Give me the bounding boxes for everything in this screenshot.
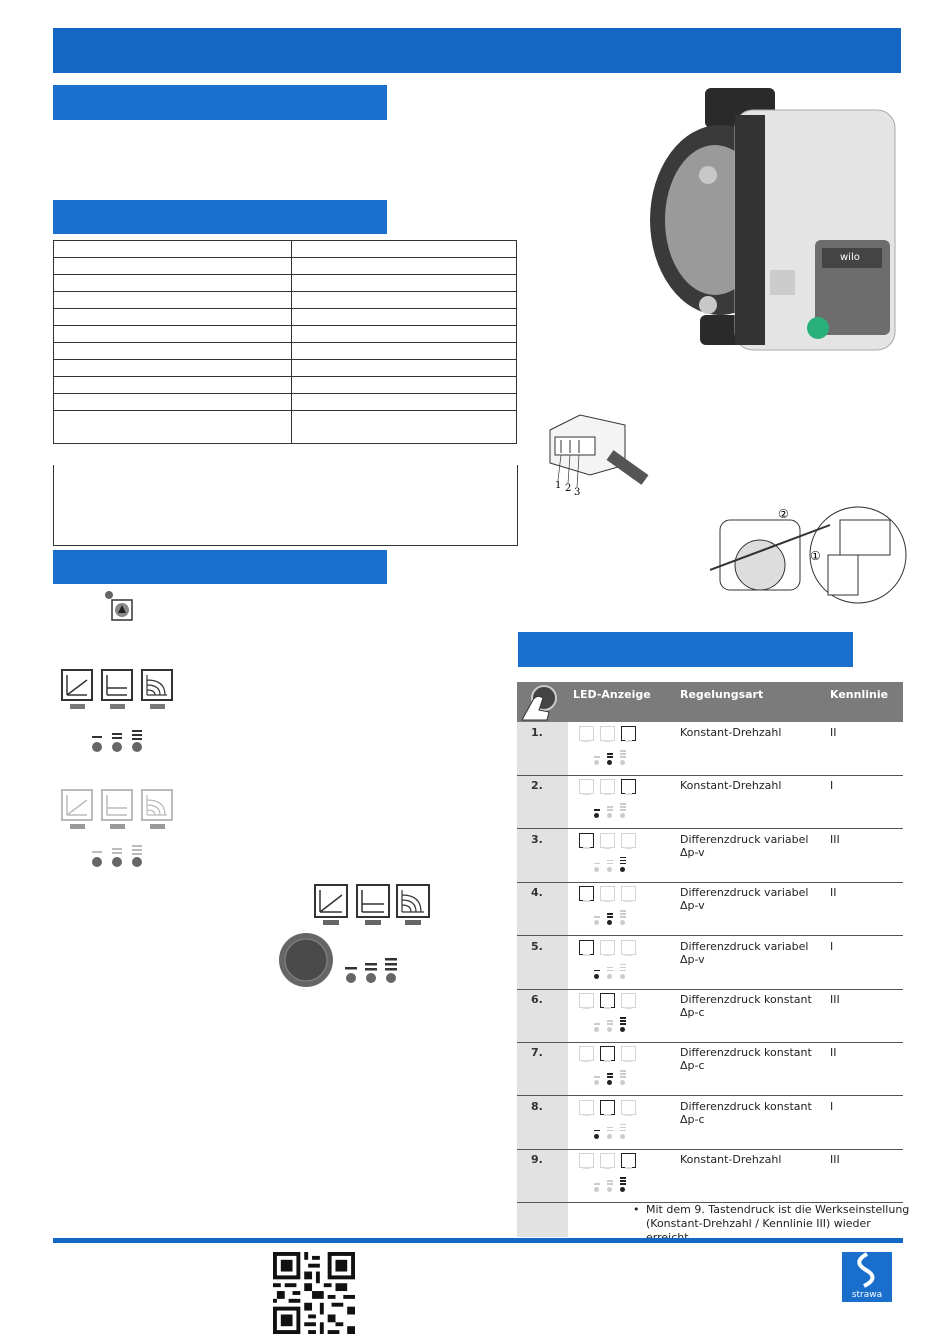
connector-label-1: 1 — [555, 480, 562, 491]
header-curve: Kennlinie — [830, 688, 889, 701]
curve-level: III — [830, 1153, 840, 1167]
speed-bar-3 — [620, 910, 626, 919]
speed-bar-2 — [607, 1127, 613, 1133]
mode-icons — [579, 1100, 639, 1118]
note-line-1: • Mit dem 9. Tastendruck ist die Werkseinstellung — [633, 1203, 910, 1216]
control-mode — [680, 993, 812, 1019]
speed-led-3 — [620, 920, 625, 925]
finger-press-icon — [519, 682, 564, 722]
speed-led-2 — [607, 1080, 612, 1085]
table-header — [517, 682, 903, 722]
speed-led-3 — [620, 974, 625, 979]
control-mode — [680, 833, 808, 859]
dp-constant-icon — [600, 1046, 615, 1061]
note-line-2: (Konstant-Drehzahl / Kennlinie III) wieder — [646, 1217, 871, 1230]
connector-label-2: 2 — [565, 483, 572, 494]
table-row — [517, 882, 903, 936]
speed-leds — [594, 1070, 634, 1086]
control-mode-abbrev: Δp-v — [680, 952, 705, 966]
dp-constant-icon — [600, 940, 615, 955]
control-mode-abbrev: Δp-c — [680, 1006, 705, 1019]
speed-bar-2 — [607, 1020, 613, 1026]
curve-level: I — [830, 939, 834, 953]
control-mode-name: Konstant-Drehzahl — [680, 726, 782, 739]
curve-level: II — [830, 886, 837, 900]
dp-constant-icon — [600, 779, 615, 794]
speed-bar-1 — [594, 809, 600, 812]
speed-bar-2 — [607, 806, 613, 812]
table-row — [517, 1042, 903, 1096]
speed-bar-1 — [594, 970, 600, 973]
speed-led-2 — [607, 920, 612, 925]
row-number: 5. — [531, 939, 543, 953]
speed-led-1 — [594, 867, 599, 872]
constant-speed-icon — [621, 1046, 636, 1061]
speed-leds-active — [88, 730, 148, 755]
speed-led-1 — [594, 974, 599, 979]
row-number: 9. — [531, 1153, 543, 1167]
dp-constant-icon — [600, 833, 615, 848]
speed-bar-2 — [607, 860, 613, 866]
dp-constant-icon — [600, 1153, 615, 1168]
speed-led-1 — [594, 1027, 599, 1032]
speed-led-2 — [607, 1027, 612, 1032]
dp-constant-icon — [600, 726, 615, 741]
mount-step-1: ① — [810, 549, 821, 563]
mode-icons — [579, 1153, 639, 1171]
table-row — [517, 1096, 903, 1150]
row-number: 2. — [531, 779, 543, 793]
constant-speed-icon — [621, 940, 636, 955]
speed-bar-3 — [620, 750, 626, 759]
speed-leds — [594, 857, 634, 873]
speed-bar-3 — [620, 803, 626, 812]
control-mode-name: Differenzdruck variabel — [680, 886, 809, 900]
row-number: 6. — [531, 993, 543, 1006]
row-number: 1. — [531, 726, 543, 739]
speed-led-1 — [594, 1187, 599, 1192]
footer-line — [53, 1238, 903, 1243]
control-mode — [680, 779, 781, 792]
mode-icons — [579, 886, 639, 904]
speed-led-3 — [620, 1027, 625, 1032]
control-mode-name: Differenzdruck konstant — [680, 993, 812, 1006]
speed-leds — [594, 910, 634, 926]
dp-variable-icon — [579, 1153, 594, 1168]
control-mode-name: Differenzdruck variabel — [680, 939, 809, 953]
constant-speed-icon — [621, 779, 636, 794]
speed-bar-3 — [620, 1017, 626, 1026]
speed-leds — [594, 964, 634, 980]
dp-variable-icon — [579, 779, 594, 794]
speed-led-1 — [594, 813, 599, 818]
control-mode-abbrev: Δp-v — [680, 899, 705, 913]
dp-constant-icon — [600, 993, 615, 1008]
dp-variable-icon — [579, 993, 594, 1008]
speed-bar-1 — [594, 1183, 600, 1186]
speed-led-1 — [594, 760, 599, 765]
control-mode-name: Differenzdruck konstant — [680, 1099, 812, 1113]
dp-variable-icon — [579, 940, 594, 955]
dp-variable-icon — [579, 886, 594, 901]
speed-leds — [594, 750, 634, 766]
mode-icons — [579, 726, 639, 744]
row-number: 8. — [531, 1099, 543, 1113]
control-mode — [680, 940, 808, 966]
curve-level: I — [830, 1099, 834, 1113]
curve-level: III — [830, 993, 840, 1006]
constant-speed-icon — [621, 1100, 636, 1115]
speed-led-3 — [620, 867, 625, 872]
pump-image — [630, 80, 915, 360]
control-mode — [680, 1046, 812, 1072]
speed-led-2 — [607, 1134, 612, 1139]
mode-icons — [579, 993, 639, 1011]
speed-leds — [594, 1177, 634, 1193]
speed-led-3 — [620, 813, 625, 818]
speed-led-3 — [620, 760, 625, 765]
speed-led-3 — [620, 1080, 625, 1085]
speed-led-1 — [594, 1080, 599, 1085]
table-row — [517, 829, 903, 883]
speed-bar-1 — [594, 916, 600, 919]
speed-led-2 — [607, 974, 612, 979]
mode-icons — [579, 1046, 639, 1064]
speed-bar-1 — [594, 756, 600, 759]
speed-bar-3 — [620, 857, 626, 866]
control-mode — [680, 1153, 781, 1166]
speed-leds — [594, 1124, 634, 1140]
constant-speed-icon — [621, 726, 636, 741]
table-row — [517, 936, 903, 990]
speed-bar-2 — [607, 913, 613, 919]
speed-bar-3 — [620, 1070, 626, 1079]
speed-bar-2 — [607, 967, 613, 973]
table-row — [517, 722, 903, 776]
table-row — [517, 775, 903, 829]
mode-icons — [579, 779, 639, 797]
dp-variable-icon — [579, 1100, 594, 1115]
section-header-1 — [53, 85, 387, 120]
speed-bar-2 — [607, 1180, 613, 1186]
company-logo — [842, 1252, 892, 1302]
constant-speed-icon — [621, 886, 636, 901]
spec-table — [53, 240, 517, 444]
curve-level: II — [830, 726, 837, 739]
dp-variable-icon — [579, 726, 594, 741]
speed-bar-1 — [594, 863, 600, 866]
table-row — [517, 1149, 903, 1203]
control-mode-icons-active — [60, 668, 180, 713]
header-mode: Regelungsart — [680, 688, 764, 701]
control-mode-name: Differenzdruck konstant — [680, 1046, 812, 1060]
dp-variable-icon — [579, 1046, 594, 1061]
control-mode-abbrev: Δp-c — [680, 1112, 705, 1126]
speed-bar-1 — [594, 1130, 600, 1133]
speed-led-1 — [594, 1134, 599, 1139]
control-mode-abbrev: Δp-c — [680, 1059, 705, 1073]
spec-note-box — [53, 465, 518, 546]
control-mode-abbrev: Δp-v — [680, 845, 705, 859]
header-led: LED-Anzeige — [573, 688, 651, 701]
mounting-illustration — [710, 500, 910, 615]
speed-bar-3 — [620, 1177, 626, 1186]
logo-text: strawa — [851, 1290, 883, 1300]
table-row — [517, 989, 903, 1043]
speed-bar-2 — [607, 1073, 613, 1079]
constant-speed-icon — [621, 1153, 636, 1168]
dp-constant-icon — [600, 1100, 615, 1115]
speed-led-3 — [620, 1134, 625, 1139]
speed-led-2 — [607, 813, 612, 818]
control-mode — [680, 726, 781, 739]
speed-led-2 — [607, 760, 612, 765]
speed-bar-1 — [594, 1023, 600, 1026]
mode-icons — [579, 940, 639, 958]
curve-level: I — [830, 779, 834, 793]
control-panel-illustration — [275, 880, 435, 990]
speed-leds-inactive — [88, 845, 148, 870]
section-header-3 — [53, 550, 387, 584]
speed-leds — [594, 803, 634, 819]
wave-logo-icon — [842, 1252, 892, 1288]
pump-brand: wilo — [840, 252, 860, 263]
control-mode-name: Konstant-Drehzahl — [680, 779, 782, 793]
speed-led-3 — [620, 1187, 625, 1192]
speed-bar-3 — [620, 1124, 626, 1133]
control-mode — [680, 1100, 812, 1126]
connector-image — [540, 405, 650, 500]
control-mode — [680, 886, 808, 912]
top-banner — [53, 28, 901, 73]
control-mode-name: Differenzdruck variabel — [680, 832, 809, 846]
speed-led-1 — [594, 920, 599, 925]
curve-level: II — [830, 1046, 837, 1060]
pump-button-icon — [103, 590, 135, 622]
dp-constant-icon — [600, 886, 615, 901]
row-number: 3. — [531, 832, 543, 846]
curve-level: III — [830, 832, 840, 846]
connector-label-3: 3 — [574, 487, 581, 498]
speed-bar-1 — [594, 1076, 600, 1079]
qr-code — [273, 1252, 355, 1334]
section-header-4 — [518, 632, 853, 667]
speed-leds — [594, 1017, 634, 1033]
speed-bar-3 — [620, 964, 626, 973]
row-number: 4. — [531, 886, 543, 900]
speed-bar-2 — [607, 753, 613, 759]
mount-step-2: ② — [778, 507, 789, 521]
dp-variable-icon — [579, 833, 594, 848]
constant-speed-icon — [621, 833, 636, 848]
control-mode-icons-inactive — [60, 788, 180, 833]
row-number: 7. — [531, 1046, 543, 1060]
speed-led-2 — [607, 867, 612, 872]
mode-icons — [579, 833, 639, 851]
speed-led-2 — [607, 1187, 612, 1192]
control-mode-name: Konstant-Drehzahl — [680, 1153, 782, 1167]
section-header-2 — [53, 200, 387, 234]
constant-speed-icon — [621, 993, 636, 1008]
